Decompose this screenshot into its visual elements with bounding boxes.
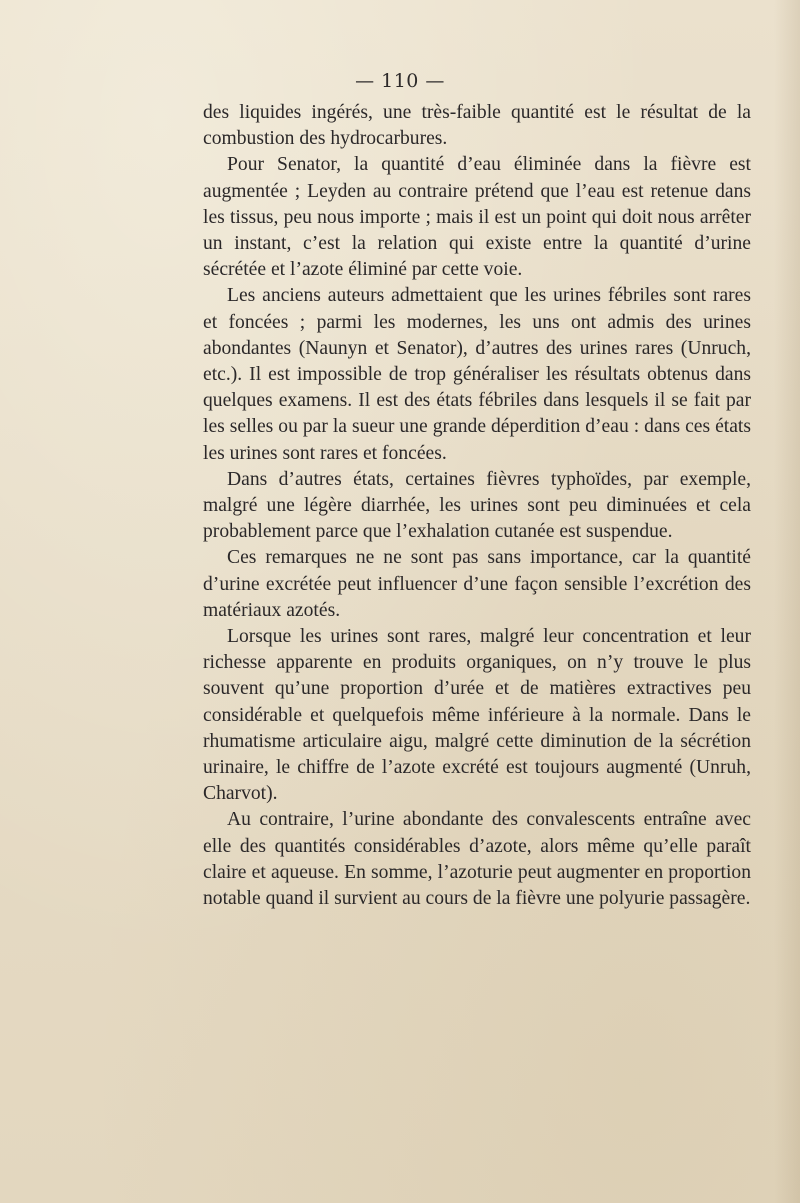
paragraph-urine-abondante: Au contraire, l’urine abondante des convalescents entraîne avec elle des quantités considérables d’azote, alors même qu’elle paraît claire et aqueuse. En somme, l’azoturie peut augmenter en proportion notable quand il survient au cours de la fièvre une polyurie passagère. (203, 809, 751, 910)
paragraph-senator: Pour Senator, la quantité d’eau éliminée dans la fièvre est augmentée ; Leyden au contraire prétend que l’eau est retenue dans les tissus, peu nous importe ; mais il est un point qui doit nous arrêter un instant, c’est la relation qui existe entre la quantité d’urine sécrétée et l’azote éliminé par cette voie. (203, 154, 751, 281)
page-edge-shadow (774, 0, 800, 1203)
page-number: — 110 — (355, 70, 445, 92)
body-text (203, 100, 751, 912)
paragraph-anciens-auteurs: Les anciens auteurs admettaient que les urines fébriles sont rares et foncées ; parmi les modernes, les uns ont admis des urines abondantes (Naunyn et Senator), d’autres des urines rares (Unruch, etc.). Il est impossible de trop généraliser les résultats obtenus dans quelques examens. Il est des états fébriles dans lesquels il se fait par les selles ou par la sueur une grande déperdition d’eau : dans ces états les urines sont rares et foncées. (203, 285, 751, 464)
paragraph-urines-rares: Lorsque les urines sont rares, malgré leur concentration et leur richesse apparente en produits organiques, on n’y trouve le plus souvent qu’une proportion d’urée et de matières extractives peu considérable et quelquefois même inférieure à la normale. Dans le rhumatisme articulaire aigu, malgré cette diminution de la sécrétion urinaire, le chiffre de l’azote excrété est toujours augmenté (Unruh, Charvot). (203, 626, 751, 805)
paragraph-fievres-typhoides: Dans d’autres états, certaines fièvres typhoïdes, par exemple, malgré une légère diarrhée, les urines sont peu diminuées et cela probablement parce que l’exhalation cutanée est suspendue. (203, 468, 751, 543)
paragraph-continuation: des liquides ingérés, une très-faible quantité est le résultat de la combustion des hydrocarbures. (203, 102, 751, 150)
paragraph-remarques: Ces remarques ne ne sont pas sans importance, car la quantité d’urine excrétée peut influencer d’une façon sensible l’excrétion des matériaux azotés. (203, 547, 751, 621)
